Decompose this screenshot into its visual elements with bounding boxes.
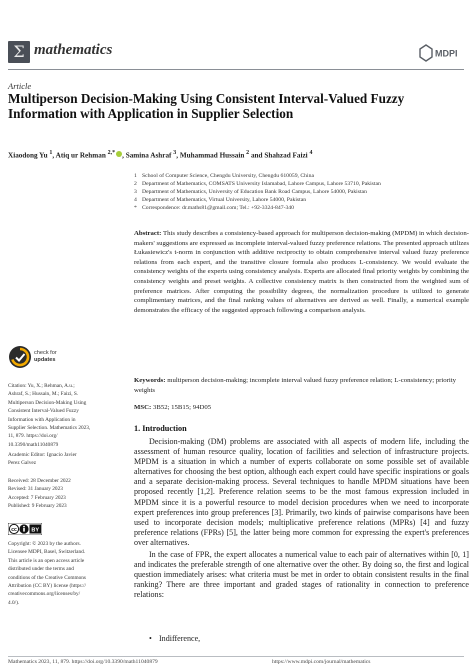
cc-by-license-icon[interactable] <box>8 523 42 535</box>
journal-logo-icon: Σ <box>8 41 30 63</box>
copyright-notice: Copyright: © 2023 by the authors. Licensee MDPI, Basel, Switzerland. This article is an open access article distributed under the terms and conditions of the Creative Commons Attribution (CC BY) license (https:// creativecommons.org/licenses/by/ 4.0/). <box>8 541 86 606</box>
footer-journal-url[interactable]: https://www.mdpi.com/journal/mathematics <box>272 659 371 665</box>
list-item: • Indifference, <box>149 634 201 643</box>
introduction-body <box>134 437 469 601</box>
paragraph: Decision-making (DM) problems are associated with all aspects of modern life, including the assessment of human resource quality, location of facilities and selection of infrastructure projects. MPDM is a situation in which a number of experts collaborate on some possible set of available alternatives for choosing the best option, although each expert could have specific inspirations or goals and a separate decision-making process. Several techniques to handle MPDM situations have been proposed recently [1,2]. Preference relation seems to be the most famous expression included in MPDM since it is a powerful resource to model decision procedures when we need to incorporate expert preferences into group preferences [3]. Primarily, two kinds of pairwise comparisons have been used to incorporate decision models; multiplicative preference relations (MPRs) [4] and fuzzy preference relations (FPRs) [5], the latter being more common for expressing the expert's preferences over alternatives. <box>134 437 469 547</box>
affiliation-item: 4 Department of Mathematics, Virtual University, Lahore 54000, Pakistan <box>134 197 307 203</box>
affiliation-item: 1 School of Computer Science, Chengdu University, Chengdu 610059, China <box>134 173 314 179</box>
author-list: Xiaodong Yu $^1$, Atiq ur Rehman $^{2,*}$ , Samina Ashraf $^3$, Muhammad Hussain $^2$ and Shahzad Faizi $^4$ <box>8 150 313 160</box>
mdpi-logo-icon <box>417 44 463 62</box>
abstract-label: Abstract: <box>134 230 162 237</box>
svg-text:cc: cc <box>11 527 17 533</box>
author-name: Xiaodong Yu <box>8 151 48 160</box>
citation-block: Citation: Yu, X.; Rehman, A.u.; Ashraf, S.; Hussain, M.; Faizi, S. Multiperson Decision-Making Using Consistent Interval-Valued Fuzzy Information with Application in Supplier Selection. Mathematics 2023, 11, 879. https://doi.org/ 10.3390/math11040879 <box>8 383 91 448</box>
keywords: Keywords: multiperson decision-making; incomplete interval valued fuzzy preference relation; L-consistency; priority weights <box>134 377 457 394</box>
affiliations <box>134 172 469 212</box>
affiliation-item: 3 Department of Mathematics, University of Education Bank Road Campus, Lahore 54000, Pakistan <box>134 189 367 195</box>
check-for-updates-icon[interactable] <box>8 345 32 369</box>
header-divider <box>8 69 464 70</box>
author-name: Shahzad Faizi <box>264 151 308 160</box>
article-title: Multiperson Decision-Making Using Consistent Interval-Valued Fuzzy Information with Application in Supplier Selection <box>8 91 405 121</box>
academic-editor: Academic Editor: Ignacio Javier Perez Galvez <box>8 452 77 467</box>
svg-text:BY: BY <box>31 527 40 534</box>
author-name: Samina Ashraf <box>125 151 172 160</box>
section-heading: 1. Introduction <box>134 424 187 433</box>
affiliation-item: 2 Department of Mathematics, COMSATS University Islamabad, Lahore Campus, Lahore 53710, Pakistan <box>134 181 381 187</box>
footer-citation[interactable]: Mathematics 2023, 11, 879. https://doi.org/10.3390/math11040879 <box>8 659 158 665</box>
journal-name: mathematics <box>34 42 113 58</box>
msc-codes: MSC: 3B52; 15B15; 94D05 <box>134 404 212 411</box>
correspondence[interactable]: * Correspondence: dr.maths81@gmail.com; Tel.: +92-3324-847-340 <box>134 205 294 211</box>
publisher-name: MDPI <box>435 48 458 59</box>
publication-dates: Received: 28 December 2022 Revised: 31 January 2023 Accepted: 7 February 2023 Published: 9 February 2023 <box>8 478 71 510</box>
check-for-updates-label[interactable]: check for updates <box>34 350 57 363</box>
article-type: Article <box>8 81 32 91</box>
abstract-text: This study describes a consistency-based approach for multiperson decision-making (MPDM) in which decision-makers' suggestions are expressed as incomplete interval-valued fuzzy preference relations. The presented approach utilizes Łukasiewicz's t-norm in conjunction with additive reciprocity to obtain comprehensive interval valued fuzzy preference relations from each expert, and the transitive closure formula also produces L-consistency. We would evaluate the consistency weights of the experts using consistency analysis. Experts are allocated final priority weights by combining the consistency weights and preset weights. A collective consistency matrix is then constructed from the weighted sum of preference matrices. After computing the possibility degrees, the normalization procedure is utilized to generate complimentary matrices, and the final ranking values of alternatives are derived as well. Finally, a numerical example demonstrates the efficacy of the suggested approach following a comparison analysis. <box>134 230 469 314</box>
footer-divider <box>8 656 464 657</box>
paragraph: In the case of FPR, the expert allocates a numerical value to each pair of alternatives within [0, 1] and indicates the preferable strength of one alternative over the other. By doing so, the first and logical question immediately arises: what criteria must be met in order to obtain consistent results in the final ranking? There are three important and graded stages of rationality in connection to preference relations: <box>134 550 469 600</box>
author-name: Muhammad Hussain <box>179 151 245 160</box>
author-name: Atiq ur Rehman <box>55 151 106 160</box>
abstract <box>134 229 469 315</box>
